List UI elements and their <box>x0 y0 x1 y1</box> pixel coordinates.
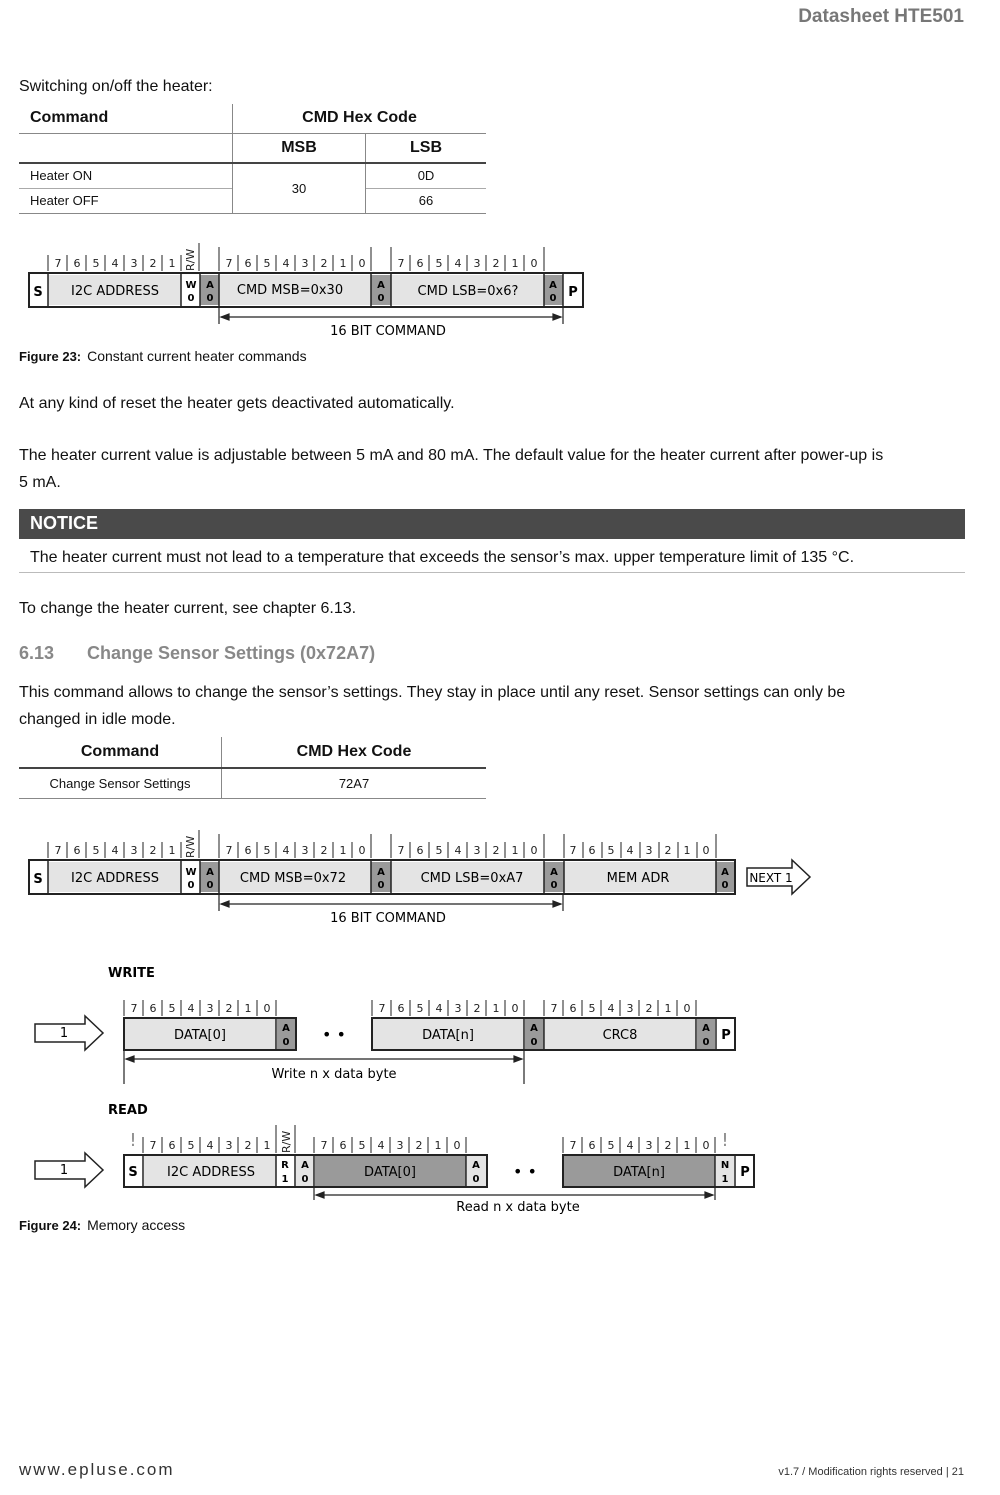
bit-number: 7 <box>378 1002 386 1015</box>
connector-label: 1 <box>59 1163 69 1178</box>
bit-number: 0 <box>263 1002 271 1015</box>
figure-caption-text: Constant current heater commands <box>87 348 307 364</box>
bit-number: 4 <box>435 1002 443 1015</box>
cmd-msb-label: CMD MSB=0x30 <box>236 283 344 298</box>
ellipsis-dots: • • <box>513 1162 537 1181</box>
bit-number: 2 <box>149 844 157 857</box>
read-bit-value: 1 <box>281 1174 289 1185</box>
warning-mark: ! <box>721 1130 729 1151</box>
bit-number: 4 <box>282 257 290 270</box>
bit-number: 3 <box>301 257 309 270</box>
bit-number: 6 <box>73 257 81 270</box>
bit-number: 5 <box>416 1002 424 1015</box>
bit-ticks <box>48 243 544 271</box>
nack-label: N <box>720 1160 730 1171</box>
bit-number: 1 <box>492 1002 500 1015</box>
ack-value: 0 <box>377 880 385 891</box>
notice-text: The heater current must not lead to a temperature that exceeds the sensor’s max. upper temperature limit of 135 °C. <box>30 549 855 566</box>
ack-label: A <box>721 867 729 878</box>
bit-number: 2 <box>244 1139 252 1152</box>
cmd-lsb-label: CMD LSB=0xA7 <box>420 871 524 886</box>
command-span-label: 16 BIT COMMAND <box>330 324 446 339</box>
bit-number: 6 <box>168 1139 176 1152</box>
heater-current-paragraph-line: The heater current value is adjustable between 5 mA and 80 mA. The default value for the heater current after power-up is <box>19 447 884 464</box>
next-arrow-label: NEXT 1 <box>749 871 793 885</box>
command-span-label: 16 BIT COMMAND <box>330 911 446 926</box>
bit-number: 4 <box>607 1002 615 1015</box>
bit-number: 6 <box>569 1002 577 1015</box>
bit-number: 5 <box>435 257 443 270</box>
bit-number: 0 <box>358 844 366 857</box>
connector-label: 1 <box>59 1026 69 1041</box>
bit-number: 5 <box>607 844 615 857</box>
heater-current-paragraph-line: 5 mA. <box>19 474 61 491</box>
notice-header: NOTICE <box>19 509 965 539</box>
bit-number: 1 <box>168 844 176 857</box>
data0-label: DATA[0] <box>364 1165 416 1180</box>
bit-number: 1 <box>511 844 519 857</box>
table-cell-lsb: 0D <box>417 168 435 184</box>
bit-number: 7 <box>149 1139 157 1152</box>
command-span-arrow <box>219 894 563 911</box>
bit-number: 3 <box>225 1139 233 1152</box>
table-header-lsb: LSB <box>410 138 442 156</box>
table-header-msb: MSB <box>233 133 366 163</box>
bit-number: 4 <box>377 1139 385 1152</box>
ack-label: A <box>206 280 214 291</box>
bit-number: 7 <box>569 844 577 857</box>
table-cell-lsb: 66 <box>418 193 434 208</box>
bit-number: 2 <box>645 1002 653 1015</box>
crc-label: CRC8 <box>602 1028 638 1043</box>
bit-number: 1 <box>339 844 347 857</box>
bit-number: 7 <box>320 1139 328 1152</box>
read-label: READ <box>108 1103 148 1118</box>
bit-number: 1 <box>244 1002 252 1015</box>
bit-number: 3 <box>130 844 138 857</box>
start-bit-label: S <box>33 872 43 887</box>
bit-number: 5 <box>358 1139 366 1152</box>
figure-caption-text: Memory access <box>87 1217 186 1233</box>
bit-number: 3 <box>473 844 481 857</box>
notice-divider <box>19 572 965 573</box>
bit-number: 6 <box>339 1139 347 1152</box>
bit-number: 4 <box>187 1002 195 1015</box>
rw-label: R/W <box>184 248 197 271</box>
bit-number: 2 <box>492 844 500 857</box>
write-bit-label: W <box>185 867 197 878</box>
bit-numbers <box>55 844 710 857</box>
bit-number: 1 <box>263 1139 271 1152</box>
table-header-cmd-hex: CMD Hex Code <box>296 743 412 760</box>
data0-label: DATA[0] <box>174 1028 226 1043</box>
warning-mark: ! <box>129 1130 137 1151</box>
heater-command-table <box>19 104 486 214</box>
bit-number: 0 <box>453 1139 461 1152</box>
bit-number: 2 <box>492 257 500 270</box>
bit-number: 5 <box>92 844 100 857</box>
ack-value: 0 <box>472 1174 480 1185</box>
bit-ticks <box>48 830 716 858</box>
change-current-paragraph: To change the heater current, see chapter 6.13. <box>19 600 357 617</box>
ack-value: 0 <box>530 1037 538 1048</box>
ack-value: 0 <box>206 880 214 891</box>
bit-number: 0 <box>702 844 710 857</box>
stop-bit-label: P <box>568 285 578 300</box>
bit-number: 2 <box>225 1002 233 1015</box>
bit-number: 0 <box>702 1139 710 1152</box>
table-row-label: Heater OFF <box>19 188 233 213</box>
bit-number: 2 <box>664 1139 672 1152</box>
address-field-label: I2C ADDRESS <box>71 284 159 299</box>
bit-number: 5 <box>435 844 443 857</box>
ack-label: A <box>550 867 558 878</box>
rw-label: R/W <box>184 835 197 858</box>
start-bit-label: S <box>33 285 43 300</box>
ack-label: A <box>472 1160 480 1171</box>
ack-value: 0 <box>550 880 558 891</box>
bit-number: 1 <box>339 257 347 270</box>
bit-number: 7 <box>225 844 233 857</box>
ack-label: A <box>702 1023 710 1034</box>
ack-label: A <box>549 280 557 291</box>
bit-number: 6 <box>397 1002 405 1015</box>
connector-arrow <box>35 1153 103 1187</box>
ack-value: 0 <box>282 1037 290 1048</box>
bit-number: 1 <box>434 1139 442 1152</box>
bit-numbers <box>55 257 538 270</box>
bit-number: 1 <box>511 257 519 270</box>
bit-number: 7 <box>550 1002 558 1015</box>
ack-value: 0 <box>721 880 729 891</box>
rw-label: R/W <box>280 1130 293 1153</box>
bit-number: 2 <box>473 1002 481 1015</box>
ellipsis-dots: • • <box>322 1025 346 1044</box>
bit-number: 1 <box>664 1002 672 1015</box>
figure-label: Figure 23: <box>19 349 82 364</box>
ack-value: 0 <box>206 293 214 304</box>
bit-number: 4 <box>626 844 634 857</box>
bit-number: 4 <box>626 1139 634 1152</box>
figure-23-caption <box>19 348 307 364</box>
bit-number: 7 <box>397 257 405 270</box>
table-header-command: Command <box>19 737 222 768</box>
nack-value: 1 <box>721 1174 729 1185</box>
write-bit-label: W <box>185 280 197 291</box>
bit-number: 3 <box>645 1139 653 1152</box>
section-number: 6.13 <box>19 643 55 663</box>
bit-number: 7 <box>54 257 62 270</box>
bit-number: 2 <box>320 257 328 270</box>
bit-number: 0 <box>511 1002 519 1015</box>
write-bit-value: 0 <box>187 293 195 304</box>
bit-number: 0 <box>530 844 538 857</box>
ack-label: A <box>301 1160 309 1171</box>
bit-number: 4 <box>282 844 290 857</box>
bit-number: 6 <box>416 844 424 857</box>
ack-value: 0 <box>301 1174 309 1185</box>
datan-label: DATA[n] <box>613 1165 665 1180</box>
bit-number: 5 <box>607 1139 615 1152</box>
table-cell-hex: 72A7 <box>338 775 370 791</box>
memory-access-diagram <box>0 960 780 1220</box>
connector-arrow <box>35 1016 103 1050</box>
table-header-command: Command <box>19 104 233 133</box>
ack-value: 0 <box>702 1037 710 1048</box>
table-row-label: Change Sensor Settings <box>19 768 222 798</box>
bit-number: 1 <box>683 1139 691 1152</box>
bit-number: 6 <box>416 257 424 270</box>
settings-paragraph-line: changed in idle mode. <box>19 711 176 728</box>
bit-number: 3 <box>626 1002 634 1015</box>
ack-value: 0 <box>377 293 385 304</box>
bit-number: 6 <box>244 257 252 270</box>
table-row-label: Heater ON <box>19 163 233 188</box>
stop-bit-label: P <box>740 1165 750 1180</box>
bit-number: 5 <box>588 1002 596 1015</box>
ack-label: A <box>377 867 385 878</box>
section-heading <box>19 643 375 664</box>
i2c-settings-command-diagram <box>0 822 820 930</box>
read-bit-label: R <box>281 1160 289 1171</box>
bit-number: 7 <box>130 1002 138 1015</box>
bit-number: 3 <box>473 257 481 270</box>
table-cell-msb: 30 <box>233 163 366 213</box>
bit-number: 3 <box>130 257 138 270</box>
table-header-cmd-hex: CMD Hex Code <box>302 109 417 127</box>
bit-number: 1 <box>168 257 176 270</box>
mem-adr-label: MEM ADR <box>606 871 670 886</box>
bit-number: 4 <box>454 257 462 270</box>
stop-bit-label: P <box>721 1028 731 1043</box>
read-span-label: Read n x data byte <box>456 1200 580 1215</box>
bit-number: 3 <box>645 844 653 857</box>
bit-number: 3 <box>396 1139 404 1152</box>
bit-number: 3 <box>454 1002 462 1015</box>
bit-number: 6 <box>73 844 81 857</box>
bit-number: 5 <box>263 844 271 857</box>
bit-number: 6 <box>588 1139 596 1152</box>
figure-label: Figure 24: <box>19 1218 82 1233</box>
bit-number: 4 <box>454 844 462 857</box>
document-title: Datasheet HTE501 <box>798 6 964 27</box>
bit-number: 7 <box>225 257 233 270</box>
ack-label: A <box>530 1023 538 1034</box>
table-empty-cell <box>19 133 233 163</box>
bit-number: 7 <box>54 844 62 857</box>
bit-numbers <box>150 1139 710 1152</box>
bit-number: 5 <box>263 257 271 270</box>
bit-number: 0 <box>358 257 366 270</box>
bit-number: 2 <box>320 844 328 857</box>
write-label: WRITE <box>108 966 155 981</box>
ack-value: 0 <box>549 293 557 304</box>
bit-number: 6 <box>149 1002 157 1015</box>
datan-label: DATA[n] <box>422 1028 474 1043</box>
bit-number: 2 <box>415 1139 423 1152</box>
bit-number: 5 <box>168 1002 176 1015</box>
i2c-heater-command-diagram <box>0 235 600 343</box>
bit-number: 5 <box>187 1139 195 1152</box>
bit-number: 4 <box>111 844 119 857</box>
bit-number: 7 <box>397 844 405 857</box>
bit-number: 6 <box>588 844 596 857</box>
section-title: Change Sensor Settings (0x72A7) <box>87 643 376 663</box>
start-bit-label: S <box>128 1165 138 1180</box>
heater-intro: Switching on/off the heater: <box>19 78 213 95</box>
settings-paragraph-line: This command allows to change the sensor’s settings. They stay in place until any reset. Sensor settings can only be <box>19 684 846 701</box>
bit-number: 4 <box>206 1139 214 1152</box>
bit-number: 6 <box>244 844 252 857</box>
settings-command-table <box>19 737 486 799</box>
bit-number: 0 <box>683 1002 691 1015</box>
bit-number: 3 <box>301 844 309 857</box>
cmd-lsb-label: CMD LSB=0x6? <box>417 284 519 299</box>
bit-number: 5 <box>92 257 100 270</box>
bit-number: 2 <box>664 844 672 857</box>
write-span-label: Write n x data byte <box>271 1067 397 1082</box>
footer-version: v1.7 / Modification rights reserved | 21 <box>778 1466 964 1478</box>
read-span-arrow <box>314 1187 715 1200</box>
bit-number: 2 <box>149 257 157 270</box>
footer-url: www.epluse.com <box>19 1460 175 1479</box>
bit-number: 1 <box>683 844 691 857</box>
bit-number: 0 <box>530 257 538 270</box>
ack-label: A <box>206 867 214 878</box>
bit-number: 4 <box>111 257 119 270</box>
command-span-arrow <box>219 307 563 324</box>
ack-label: A <box>282 1023 290 1034</box>
bit-number: 7 <box>569 1139 577 1152</box>
figure-24-caption <box>19 1217 185 1233</box>
address-field-label: I2C ADDRESS <box>167 1165 255 1180</box>
ack-label: A <box>377 280 385 291</box>
cmd-msb-label: CMD MSB=0x72 <box>239 871 347 886</box>
write-bit-value: 0 <box>187 880 195 891</box>
bit-number: 3 <box>206 1002 214 1015</box>
address-field-label: I2C ADDRESS <box>71 871 159 886</box>
reset-paragraph: At any kind of reset the heater gets deactivated automatically. <box>19 395 455 412</box>
